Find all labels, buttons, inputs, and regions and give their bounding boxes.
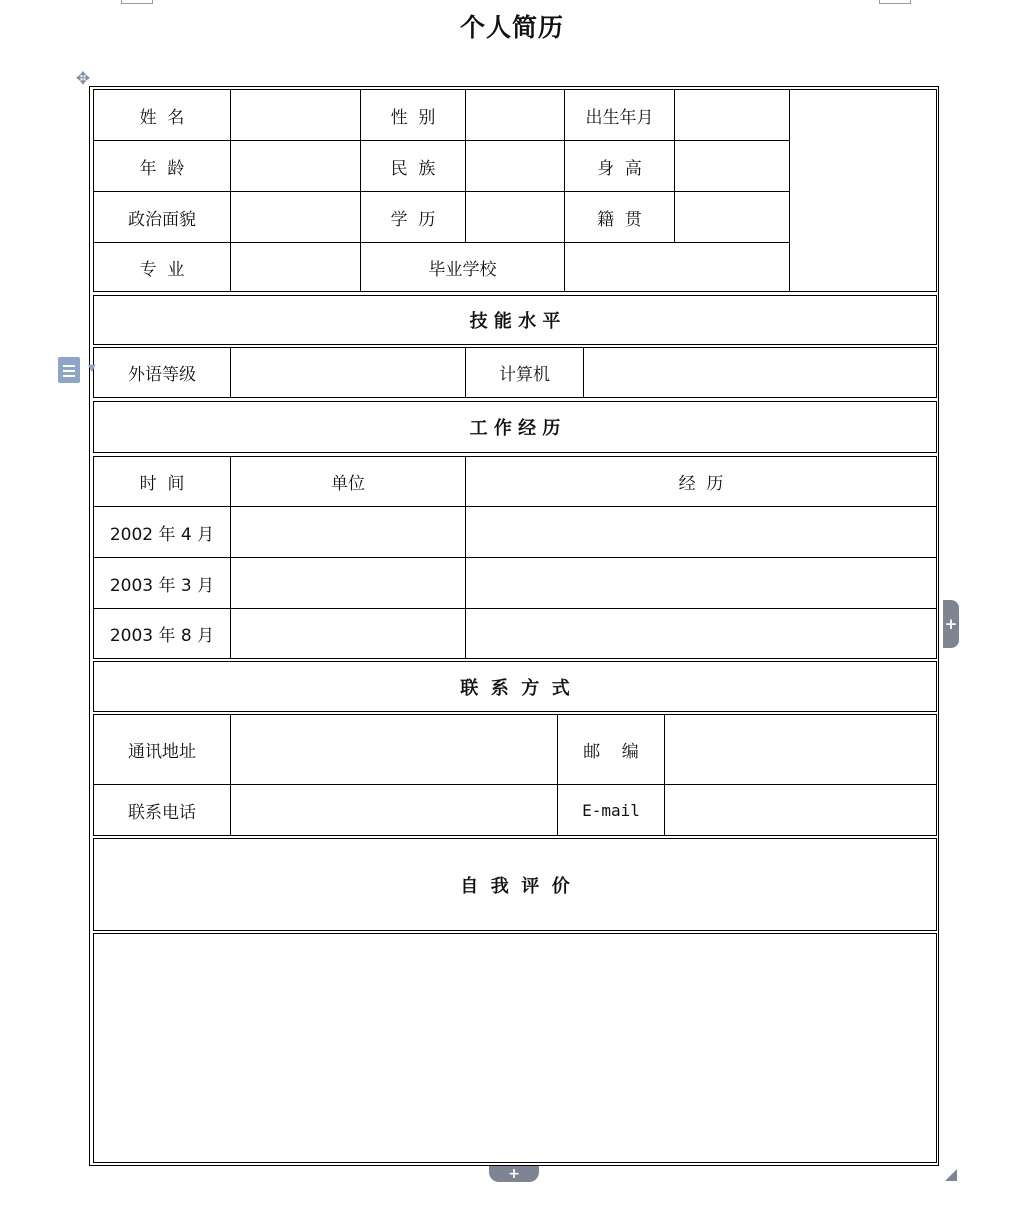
- work-row-experience-cell[interactable]: [466, 558, 936, 609]
- work-row-unit-cell[interactable]: [231, 558, 466, 609]
- skills-row: [93, 347, 937, 398]
- skills-header-row: [93, 295, 937, 345]
- work-row-experience-cell[interactable]: [466, 609, 936, 658]
- name-label-cell: 姓 名: [94, 90, 231, 141]
- education-value-cell[interactable]: [466, 192, 565, 243]
- work-row-time: 2003 年 8 月: [94, 609, 231, 658]
- age-label-cell: 年 龄: [94, 141, 231, 192]
- self-evaluation-header-row: [93, 838, 937, 931]
- contact-header: 联 系 方 式: [460, 677, 570, 699]
- table-resize-handle-icon[interactable]: [944, 1168, 958, 1182]
- school-value-cell[interactable]: [565, 243, 790, 291]
- work-row-unit-cell[interactable]: [231, 507, 466, 558]
- gender-label-cell: 性 别: [361, 90, 466, 141]
- work-row-unit-cell[interactable]: [231, 609, 466, 658]
- work-column-header-unit: 单位: [231, 457, 466, 507]
- contact-header-row: [93, 661, 937, 712]
- computer-label-cell: 计算机: [466, 348, 584, 397]
- gender-value-cell[interactable]: [466, 90, 565, 141]
- phone-value-cell[interactable]: [231, 785, 558, 835]
- page-corner-mark-left: [121, 0, 153, 4]
- hometown-label-cell: 籍 贯: [565, 192, 675, 243]
- work-column-header-experience: 经 历: [466, 457, 936, 507]
- email-label-cell: E-mail: [558, 785, 665, 835]
- document-icon[interactable]: [58, 357, 80, 383]
- email-value-cell[interactable]: [665, 785, 936, 835]
- work-header-row: [93, 401, 937, 453]
- ethnicity-value-cell[interactable]: [466, 141, 565, 192]
- politics-value-cell[interactable]: [231, 192, 361, 243]
- self-evaluation-content[interactable]: [93, 933, 937, 1163]
- photo-cell[interactable]: [790, 90, 936, 291]
- add-column-button[interactable]: +: [943, 600, 959, 648]
- work-row-time: 2002 年 4 月: [94, 507, 231, 558]
- height-label-cell: 身 高: [565, 141, 675, 192]
- work-row-time: 2003 年 3 月: [94, 558, 231, 609]
- hometown-value-cell[interactable]: [675, 192, 790, 243]
- language-level-value-cell[interactable]: [231, 348, 466, 397]
- major-label-cell: 专 业: [94, 243, 231, 291]
- phone-label-cell: 联系电话: [94, 785, 231, 835]
- height-value-cell[interactable]: [675, 141, 790, 192]
- work-column-header-time: 时 间: [94, 457, 231, 507]
- page-title: 个人简历: [459, 13, 564, 42]
- page-corner-mark-right: [879, 0, 911, 4]
- computer-value-cell[interactable]: [584, 348, 936, 397]
- language-level-label-cell: 外语等级: [94, 348, 231, 397]
- education-label-cell: 学 历: [361, 192, 466, 243]
- birth-label-cell: 出生年月: [565, 90, 675, 141]
- table-move-handle-icon[interactable]: ✥: [75, 69, 91, 89]
- postcode-label-cell: 邮 编: [558, 715, 665, 785]
- politics-label-cell: 政治面貌: [94, 192, 231, 243]
- add-row-button[interactable]: +: [489, 1166, 539, 1182]
- school-label-cell: 毕业学校: [361, 243, 565, 291]
- address-label-cell: 通讯地址: [94, 715, 231, 785]
- work-header: 工 作 经 历: [469, 418, 561, 439]
- postcode-value-cell[interactable]: [665, 715, 936, 785]
- basic-info-table: [93, 89, 937, 292]
- address-value-cell[interactable]: [231, 715, 558, 785]
- work-row-experience-cell[interactable]: [466, 507, 936, 558]
- skills-header: 技 能 水 平: [469, 311, 561, 332]
- major-value-cell[interactable]: [231, 243, 361, 291]
- dropdown-caret-icon[interactable]: ▼: [88, 363, 96, 374]
- birth-value-cell[interactable]: [675, 90, 790, 141]
- age-value-cell[interactable]: [231, 141, 361, 192]
- name-value-cell[interactable]: [231, 90, 361, 141]
- contact-table: [93, 714, 937, 836]
- ethnicity-label-cell: 民 族: [361, 141, 466, 192]
- self-evaluation-header: 自 我 评 价: [460, 875, 570, 897]
- work-history-table: [93, 456, 937, 659]
